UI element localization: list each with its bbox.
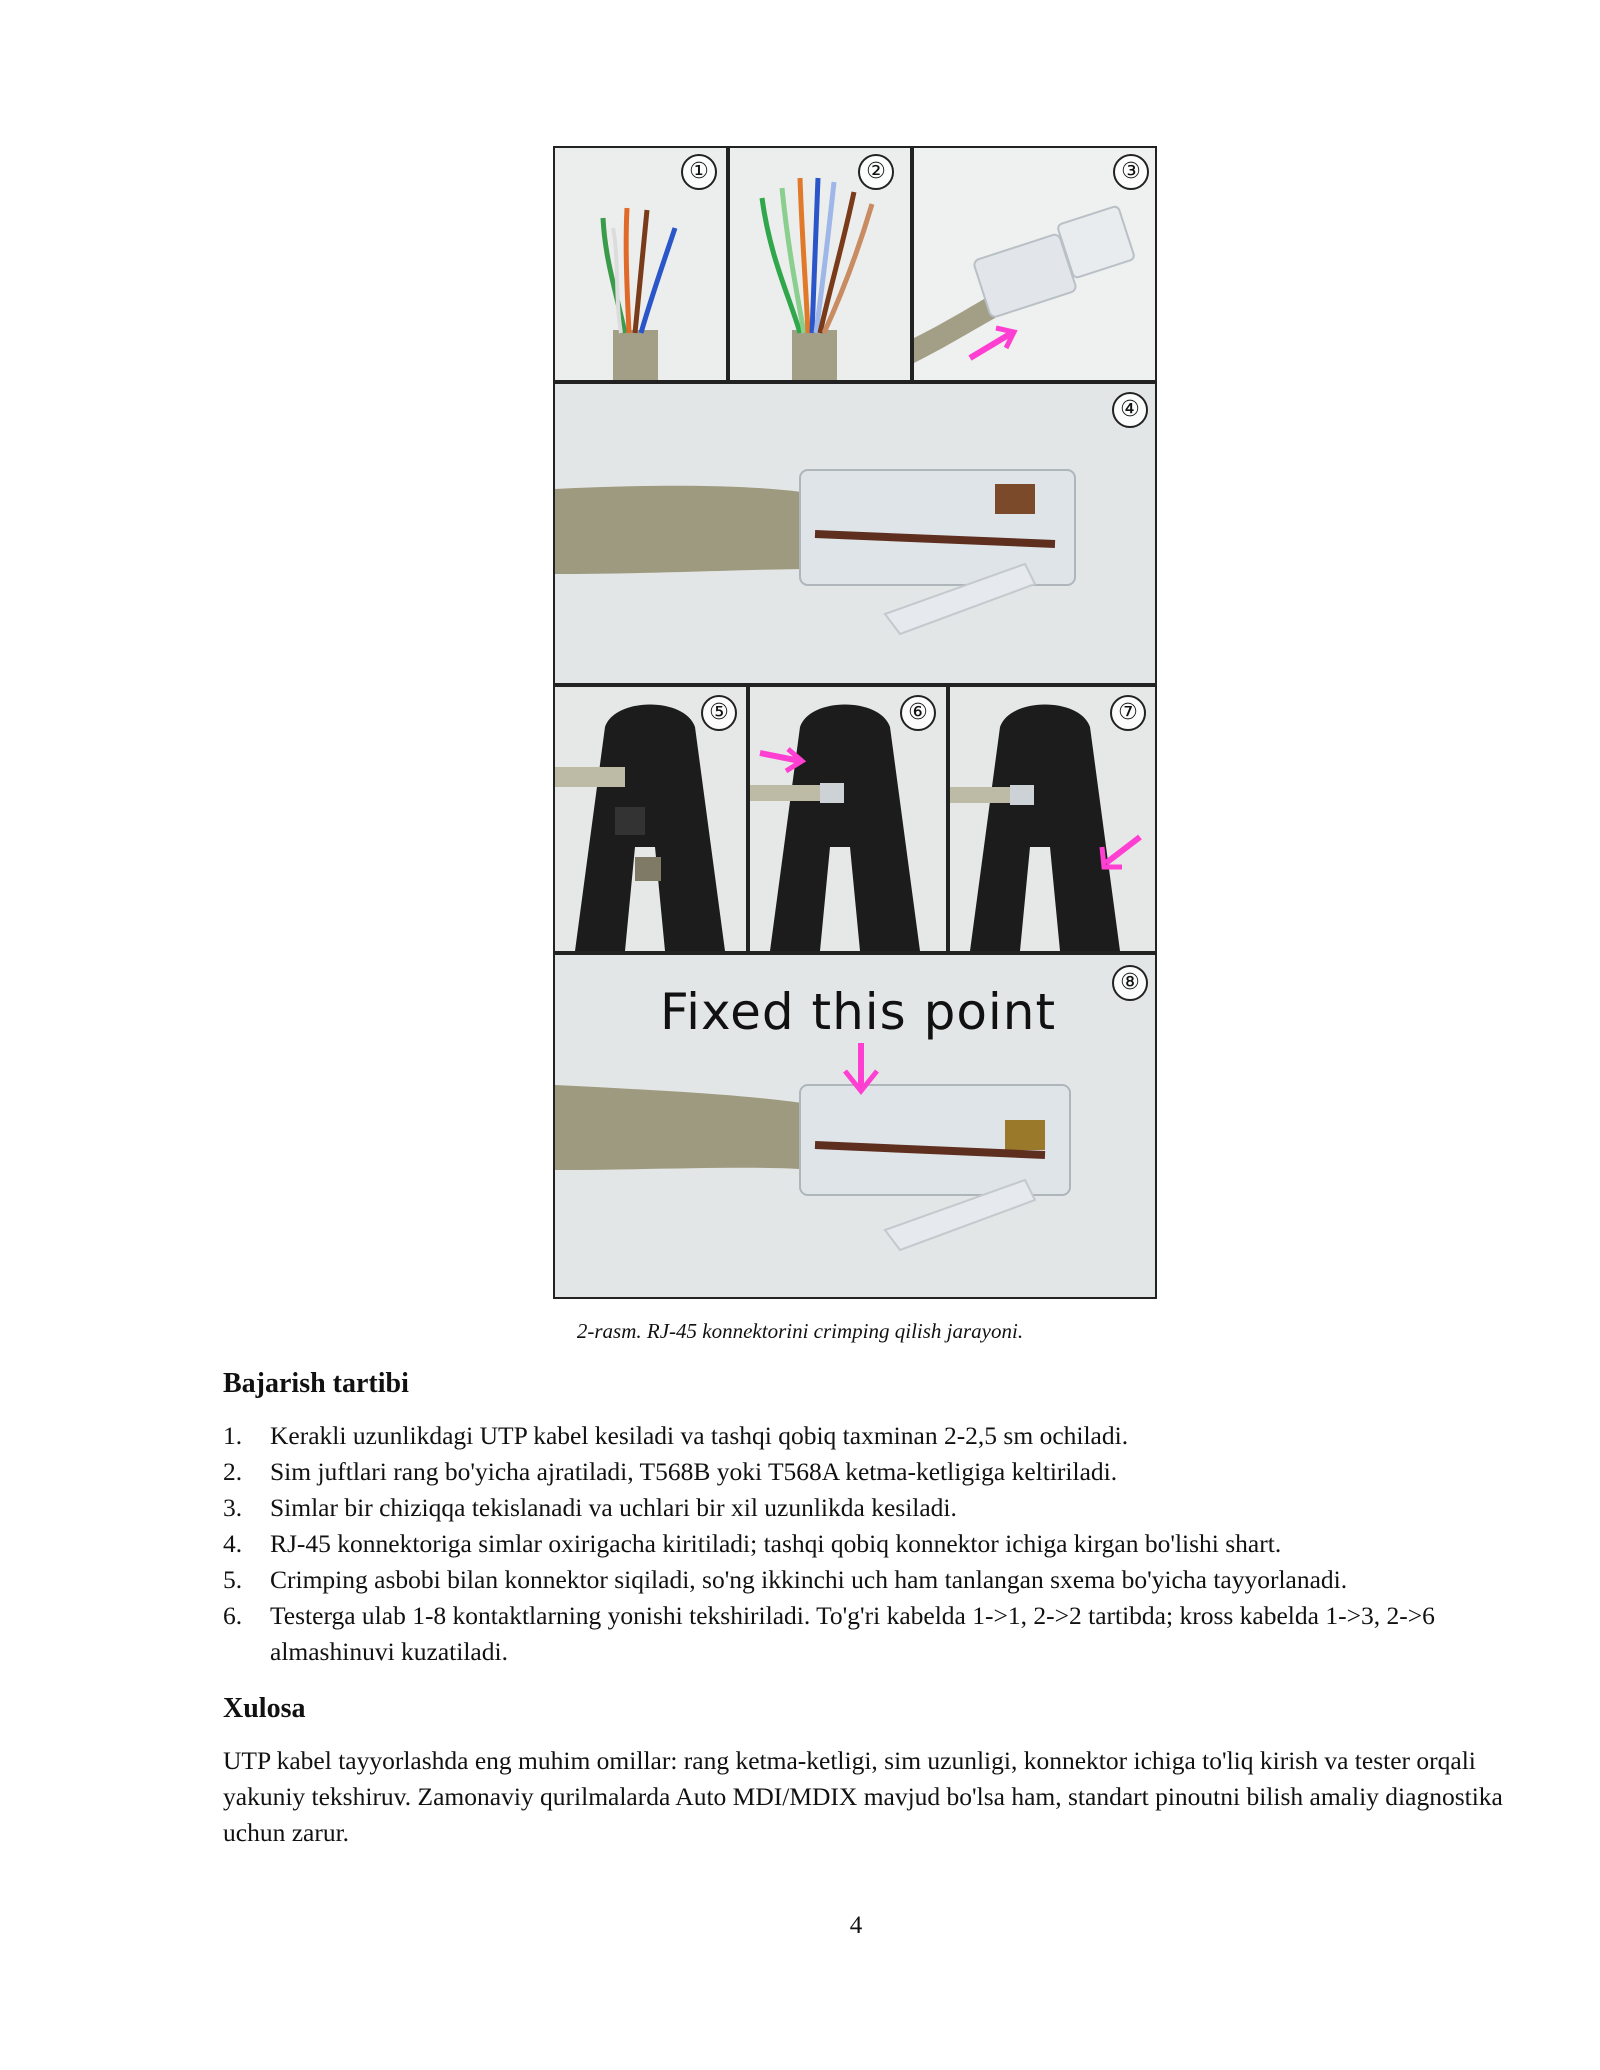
crimping-figure xyxy=(553,146,1157,1299)
fixed-point-label: Fixed this point xyxy=(660,983,1057,1041)
conclusion-heading: Xulosa xyxy=(223,1693,306,1724)
page-number: 4 xyxy=(849,1912,863,1939)
list-item xyxy=(223,1454,1503,1490)
procedure-heading: Bajarish tartibi xyxy=(223,1368,409,1399)
photo-panel-4-connector-side-view xyxy=(555,384,1155,683)
list-item xyxy=(223,1598,1503,1670)
photo-panel-8-fixed-point xyxy=(555,955,1155,1297)
list-item-text: Testerga ulab 1-8 kontaktlarning yonishi tekshiriladi. To'g'ri kabelda 1->1, 2->2 tartibda; kross kabelda 1->3, 2->6 almashinuvi kuzatiladi. xyxy=(270,1601,1435,1666)
list-item-number: 5. xyxy=(223,1565,243,1594)
list-item-number: 4. xyxy=(223,1529,243,1558)
list-item-text: RJ-45 konnektoriga simlar oxirigacha kiritiladi; tashqi qobiq konnektor ichiga kirgan bo'lishi shart. xyxy=(270,1529,1282,1558)
list-item-number: 1. xyxy=(223,1421,243,1450)
list-item-text: Simlar bir chiziqqa tekislanadi va uchlari bir xil uzunlikda kesiladi. xyxy=(270,1493,957,1522)
list-item-text: Crimping asbobi bilan konnektor siqiladi, so'ng ikkinchi uch ham tanlangan sxema bo'yicha tayyorlanadi. xyxy=(270,1565,1348,1594)
photo-panel-5-crimp-tool xyxy=(555,687,746,951)
photo-panel-6-crimp-insert xyxy=(750,687,946,951)
list-item-number: 6. xyxy=(223,1601,243,1630)
step-number-7: ⑦ xyxy=(1110,695,1146,731)
step-number-5: ⑤ xyxy=(701,695,737,731)
list-item-text: Kerakli uzunlikdagi UTP kabel kesiladi va tashqi qobiq taxminan 2-2,5 sm ochiladi. xyxy=(270,1421,1129,1450)
list-item-text: Sim juftlari rang bo'yicha ajratiladi, T568B yoki T568A ketma-ketligiga keltiriladi. xyxy=(270,1457,1118,1486)
step-number-8: ⑧ xyxy=(1112,965,1148,1001)
figure-caption: 2-rasm. RJ-45 konnektorini crimping qilish jarayoni. xyxy=(576,1319,1024,1343)
photo-panel-1-twisted-pairs xyxy=(555,148,726,380)
list-item xyxy=(223,1490,1503,1526)
step-number-4: ④ xyxy=(1112,392,1148,428)
step-number-2: ② xyxy=(858,154,894,190)
list-item xyxy=(223,1562,1503,1598)
photo-panel-2-separated-wires xyxy=(730,148,910,380)
photo-panel-3-insert-connector xyxy=(914,148,1155,380)
step-number-1: ① xyxy=(681,154,717,190)
conclusion-paragraph: UTP kabel tayyorlashda eng muhim omillar: rang ketma-ketligi, sim uzunligi, konnektor ichiga to'liq kirish va tester orqali yakuniy tekshiruv. Zamonaviy qurilmalarda Auto MDI/MDIX mavjud bo'lsa ham, standart pinoutni bilish amaliy diagnostika uchun zarur. xyxy=(223,1746,1503,1847)
list-item-number: 2. xyxy=(223,1457,243,1486)
list-item-number: 3. xyxy=(223,1493,243,1522)
procedure-list xyxy=(223,1418,1503,1670)
photo-panel-7-crimp-press xyxy=(950,687,1155,951)
list-item xyxy=(223,1418,1503,1454)
list-item xyxy=(223,1526,1503,1562)
step-number-3: ③ xyxy=(1113,154,1149,190)
step-number-6: ⑥ xyxy=(900,695,936,731)
